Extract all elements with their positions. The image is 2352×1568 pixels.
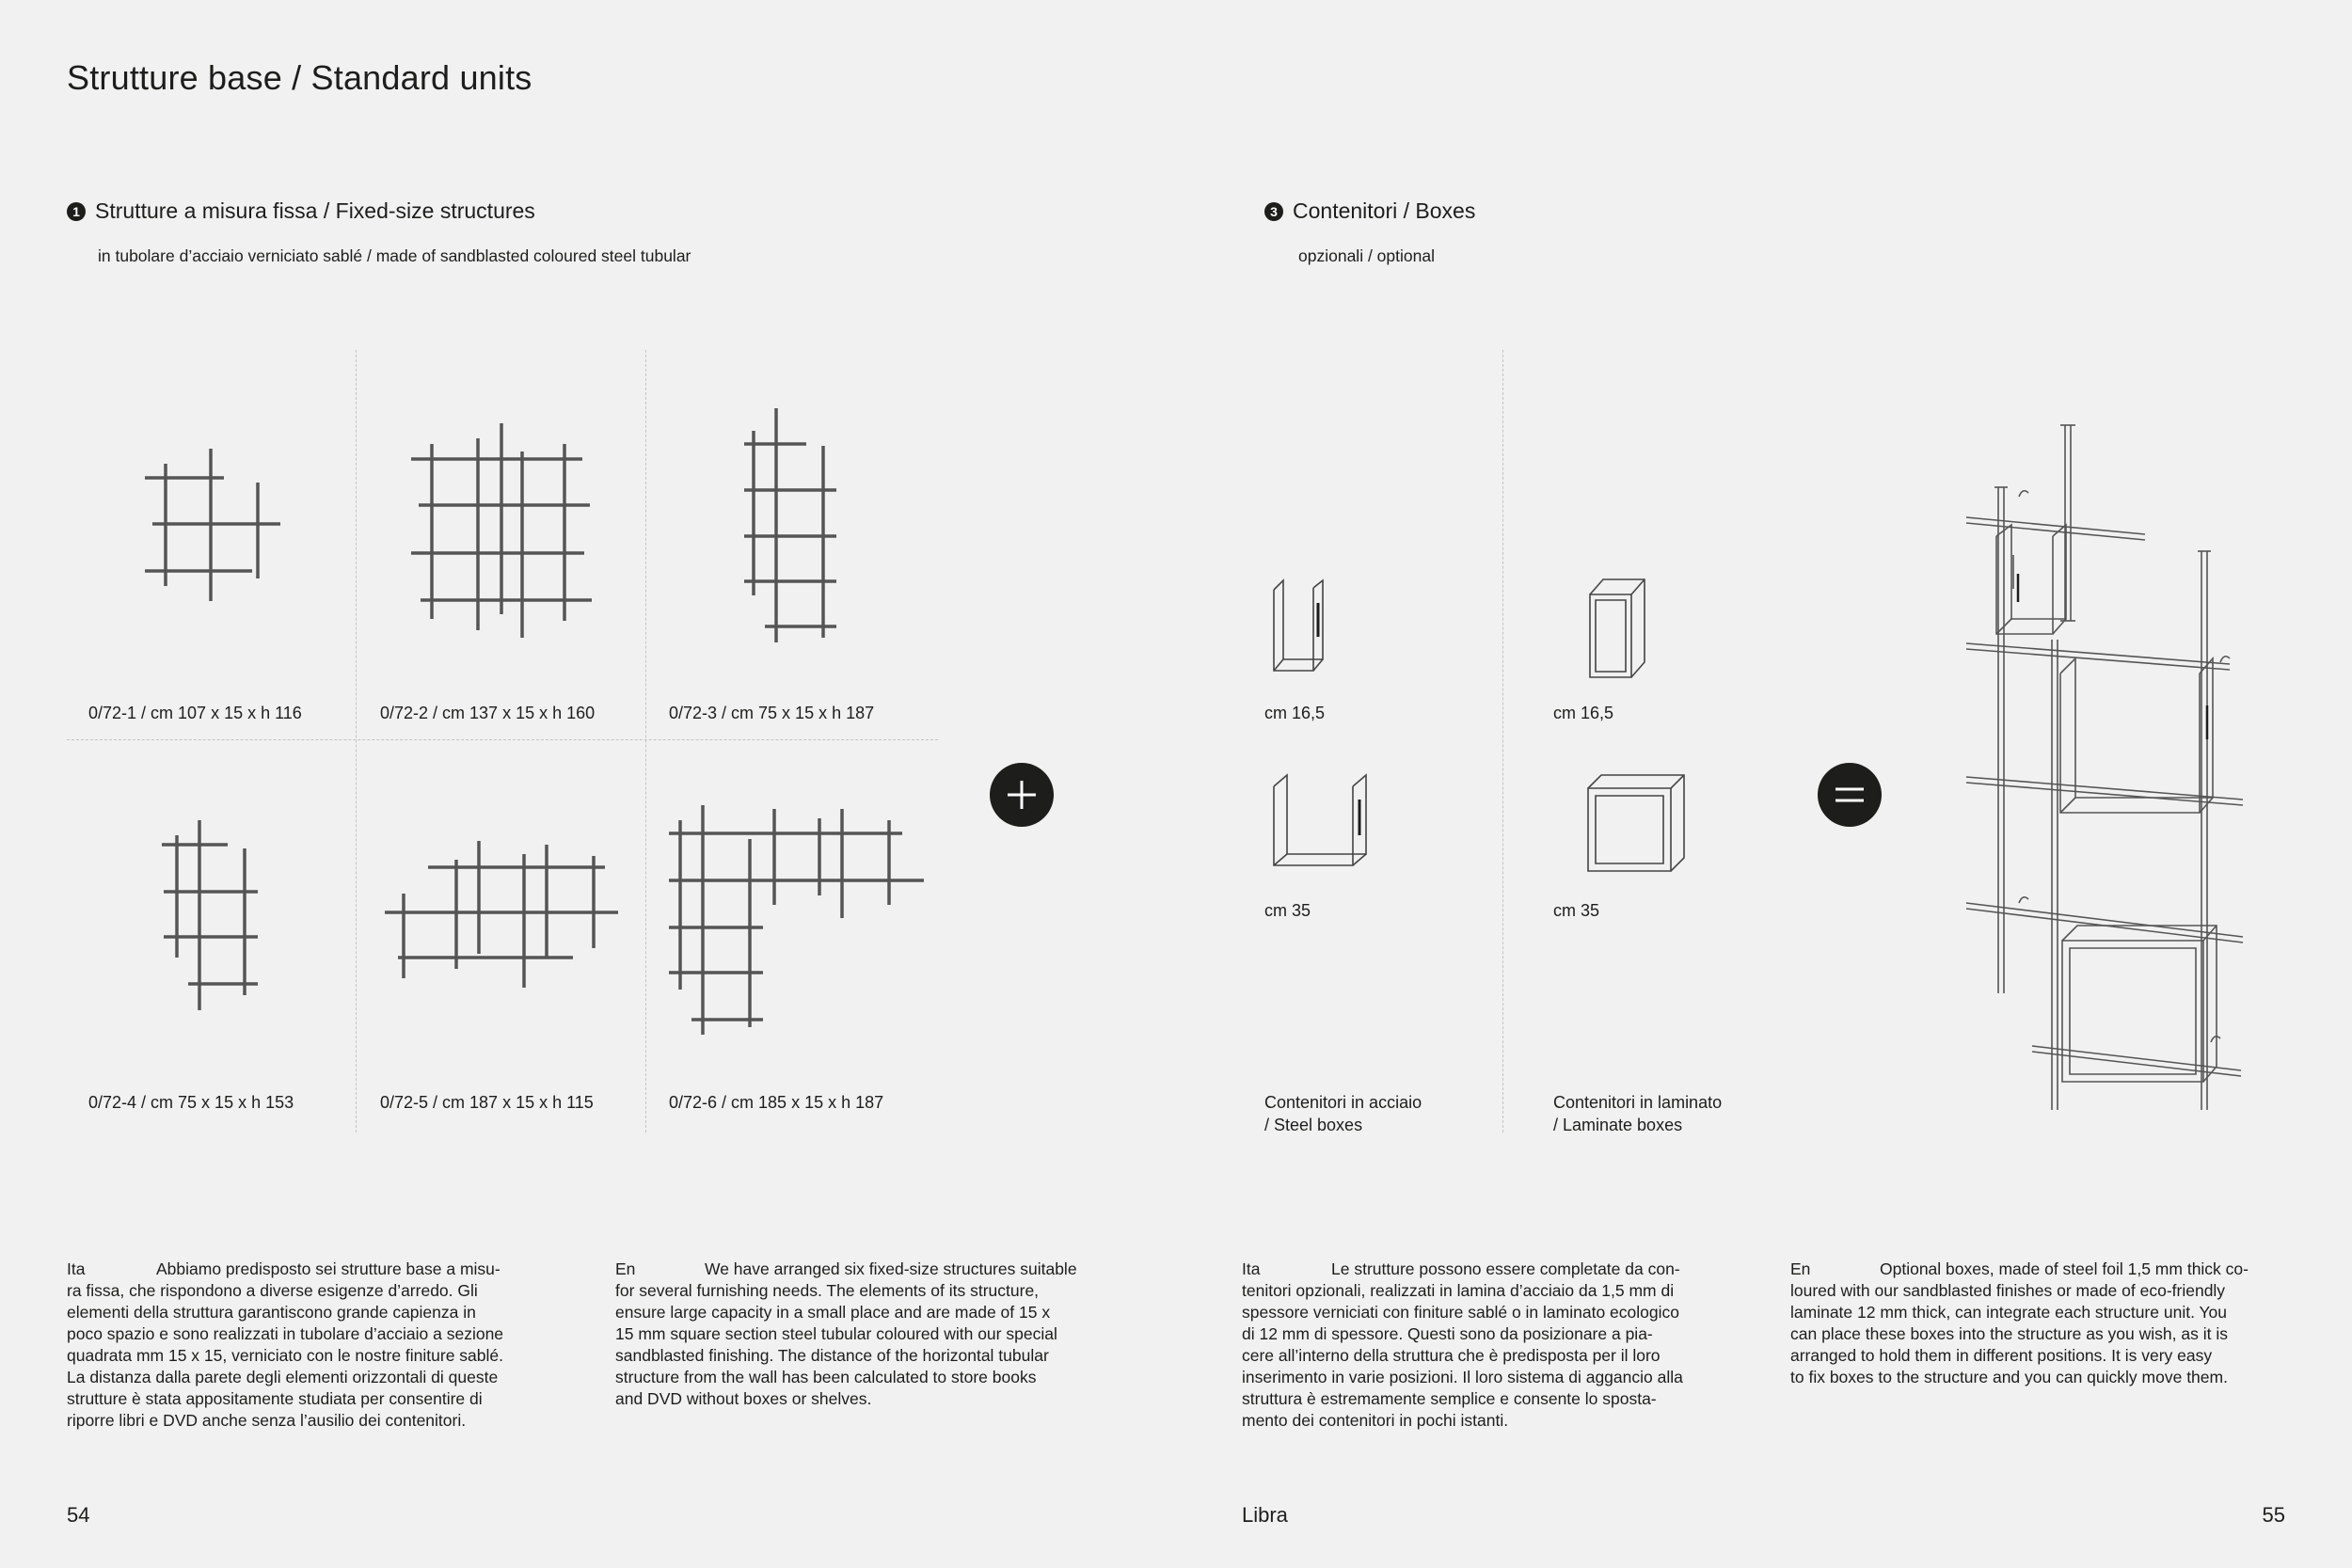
text-ita-boxes xyxy=(1242,1259,1736,1432)
text-line: ra fissa, che rispondono a diverse esigenze d’arredo. Gli xyxy=(67,1281,478,1300)
text-en-boxes xyxy=(1790,1259,2284,1388)
caption-line: Contenitori in acciaio xyxy=(1264,1093,1422,1112)
steel-box-small-drawing xyxy=(1270,578,1332,682)
text-ita-structures xyxy=(67,1259,561,1432)
section-3-heading xyxy=(1264,198,1475,224)
structure-drawing-0-72-2 xyxy=(409,421,597,642)
text-line: di 12 mm di spessore. Questi sono da posizionare a pia- xyxy=(1242,1324,1653,1343)
unit-caption: 0/72-3 / cm 75 x 15 x h 187 xyxy=(669,704,875,722)
text-line: Ita Le strutture possono essere completate da con- xyxy=(1242,1259,1680,1278)
steel-box-large-drawing xyxy=(1270,771,1374,875)
language-label: Ita xyxy=(1242,1259,1261,1278)
text-line: for several furnishing needs. The elements of its structure, xyxy=(615,1281,1040,1300)
text-line: inserimento in varie posizioni. Il loro sistema di aggancio alla xyxy=(1242,1368,1683,1386)
equals-icon xyxy=(1818,763,1882,827)
grid-divider xyxy=(645,350,646,1132)
text-en-structures xyxy=(615,1259,1109,1410)
unit-caption: 0/72-5 / cm 187 x 15 x h 115 xyxy=(380,1093,594,1112)
laminate-boxes-caption xyxy=(1553,1091,1722,1136)
unit-caption: 0/72-6 / cm 185 x 15 x h 187 xyxy=(669,1093,884,1112)
structure-drawing-0-72-3 xyxy=(739,403,842,647)
steel-boxes-caption xyxy=(1264,1091,1422,1136)
text-line: arranged to hold them in different positions. It is very easy xyxy=(1790,1346,2213,1365)
text-line: sandblasted finishing. The distance of the horizontal tubular xyxy=(615,1346,1049,1365)
text-line: tenitori opzionali, realizzati in lamina d’acciaio da 1,5 mm di xyxy=(1242,1281,1675,1300)
structure-drawing-0-72-4 xyxy=(160,816,263,1014)
text-line: La distanza dalla parete degli elementi orizzontali di queste xyxy=(67,1368,499,1386)
section-number-badge: 1 xyxy=(67,202,86,221)
language-label: Ita xyxy=(67,1259,86,1278)
page-number-right: 55 xyxy=(2262,1503,2285,1527)
laminate-box-large-label: cm 35 xyxy=(1553,901,1600,920)
language-label: En xyxy=(615,1259,636,1278)
text-line: spessore verniciati con finiture sablé o in laminato ecologico xyxy=(1242,1303,1679,1322)
text-line: Ita Abbiamo predisposto sei strutture base a misu- xyxy=(67,1259,501,1278)
laminate-box-small-label: cm 16,5 xyxy=(1553,704,1614,722)
grid-divider xyxy=(1502,350,1503,1132)
laminate-box-small-drawing xyxy=(1588,576,1654,681)
publication-name: Libra xyxy=(1242,1503,1288,1527)
section-1-subtitle: in tubolare d’acciaio verniciato sablé / made of sandblasted coloured steel tubular xyxy=(98,246,691,265)
assembled-structure-drawing xyxy=(1957,414,2258,1110)
section-1-heading xyxy=(67,198,535,224)
text-line: quadrata mm 15 x 15, verniciato con le nostre finiture sablé. xyxy=(67,1346,503,1365)
unit-caption: 0/72-4 / cm 75 x 15 x h 153 xyxy=(88,1093,294,1112)
structure-drawing-0-72-1 xyxy=(141,447,292,607)
steel-box-large-label: cm 35 xyxy=(1264,901,1311,920)
steel-box-small-label: cm 16,5 xyxy=(1264,704,1326,722)
section-3-title: Contenitori / Boxes xyxy=(1293,198,1476,223)
page-title: Strutture base / Standard units xyxy=(67,58,532,97)
section-1-title: Strutture a misura fissa / Fixed-size structures xyxy=(95,198,535,223)
text-line: En We have arranged six fixed-size structures suitable xyxy=(615,1259,1077,1278)
text-line: laminate 12 mm thick, can integrate each structure unit. You xyxy=(1790,1303,2228,1322)
text-line: cere all’interno della struttura che è predisposta per il loro xyxy=(1242,1346,1661,1365)
text-line: loured with our sandblasted finishes or made of eco-friendly xyxy=(1790,1281,2226,1300)
plus-icon xyxy=(990,763,1054,827)
text-line: to fix boxes to the structure and you can quickly move them. xyxy=(1790,1368,2228,1386)
text-line: strutture è stata appositamente studiata per consentire di xyxy=(67,1389,483,1408)
caption-line: / Steel boxes xyxy=(1264,1116,1363,1134)
text-line: struttura è estremamente semplice e consente lo sposta- xyxy=(1242,1389,1657,1408)
grid-divider xyxy=(356,350,357,1132)
text-line: and DVD without boxes or shelves. xyxy=(615,1389,872,1408)
structure-drawing-0-72-6 xyxy=(663,801,927,1037)
grid-divider xyxy=(67,739,938,740)
laminate-box-large-drawing xyxy=(1586,771,1690,875)
unit-caption: 0/72-2 / cm 137 x 15 x h 160 xyxy=(380,704,596,722)
text-line: En Optional boxes, made of steel foil 1,5 mm thick co- xyxy=(1790,1259,2249,1278)
caption-line: / Laminate boxes xyxy=(1553,1116,1683,1134)
caption-line: Contenitori in laminato xyxy=(1553,1093,1723,1112)
text-line: elementi della struttura garantiscono grande capienza in xyxy=(67,1303,476,1322)
text-line: can place these boxes into the structure as you wish, as it is xyxy=(1790,1324,2228,1343)
text-line: mento dei contenitori in pochi istanti. xyxy=(1242,1411,1509,1430)
text-line: structure from the wall has been calculated to store books xyxy=(615,1368,1037,1386)
language-label: En xyxy=(1790,1259,1811,1278)
section-3-subtitle: opzionali / optional xyxy=(1298,246,1435,265)
structure-drawing-0-72-5 xyxy=(381,837,626,997)
text-line: riporre libri e DVD anche senza l’ausilio dei contenitori. xyxy=(67,1411,467,1430)
page-number-left: 54 xyxy=(67,1503,90,1527)
section-number-badge: 3 xyxy=(1264,202,1283,221)
text-line: 15 mm square section steel tubular coloured with our special xyxy=(615,1324,1057,1343)
unit-caption: 0/72-1 / cm 107 x 15 x h 116 xyxy=(88,704,302,722)
text-line: ensure large capacity in a small place and are made of 15 x xyxy=(615,1303,1051,1322)
text-line: poco spazio e sono realizzati in tubolare d’acciaio a sezione xyxy=(67,1324,504,1343)
